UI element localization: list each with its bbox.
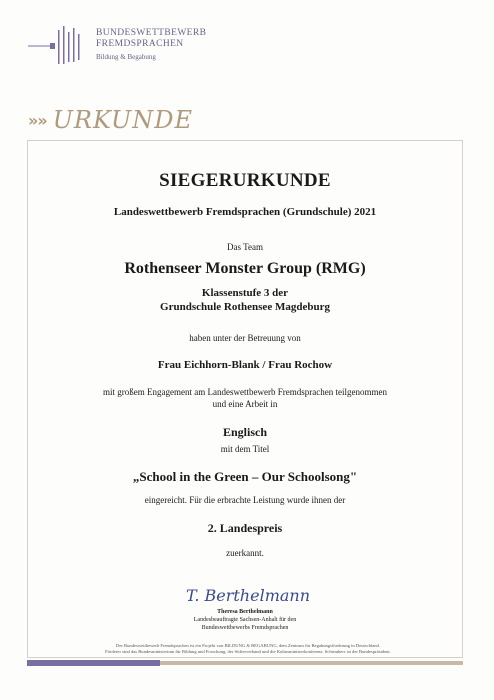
signature-script: T. Berthelmann <box>186 586 311 605</box>
signature <box>180 580 320 608</box>
engagement-line-1: mit großem Engagement am Landeswettbewerb Fremdsprachen teilgenommen <box>103 387 387 397</box>
signatory-role-1: Landesbeauftragte Sachsen-Anhalt für den <box>193 617 297 623</box>
logo-line-3: Bildung & Begabung <box>96 53 156 61</box>
language: Englisch <box>222 425 267 439</box>
guidance-text: haben unter der Betreuung von <box>189 333 301 343</box>
logo-bars-icon <box>28 22 86 66</box>
footer-line-1: Der Bundeswettbewerb Fremdsprachen ist ein Projekt von BILDUNG & BEGABUNG, dem Zentrum für Begabungsförderung in Deutschland. <box>116 643 380 648</box>
title-label: mit dem Titel <box>220 444 270 454</box>
footer-line-2: Förderer sind das Bundesministerium für Bildung und Forschung, der Stifterverband und die Kultusministerkonferenz. Schirmherr ist der Bundespräsident. <box>105 649 391 654</box>
competition-name: Landeswettbewerb Fremdsprachen (Grundschule) 2021 <box>113 206 377 218</box>
class-line: Klassenstufe 3 der <box>201 287 289 299</box>
school-line: Grundschule Rothensee Magdeburg <box>160 301 330 313</box>
signatory-name: Theresa Berthelmann <box>217 609 273 615</box>
logo-line-1: BUNDESWETTBEWERB <box>96 28 207 38</box>
urkunde-label: URKUNDE <box>52 106 194 134</box>
footer-bar-beige <box>160 661 463 665</box>
footer-note <box>38 643 458 655</box>
double-chevron-icon: » <box>28 110 36 130</box>
certificate-title: SIEGERURKUNDE <box>159 170 331 191</box>
logo-line-2: FREMDSPRACHEN <box>96 39 184 49</box>
signatory-role-2: Bundeswettbewerbs Fremdsprachen <box>201 625 289 631</box>
team-label: Das Team <box>227 242 263 252</box>
engagement-line-2: und eine Arbeit in <box>212 399 278 409</box>
submitted-text: eingereicht. Für die erbrachte Leistung wurde ihnen der <box>144 495 346 505</box>
work-title: „School in the Green – Our Schoolsong" <box>132 469 358 484</box>
awarded-text: zuerkannt. <box>226 548 264 558</box>
prize: 2. Landespreis <box>207 521 283 535</box>
urkunde-heading <box>28 106 193 134</box>
team-name: Rothenseer Monster Group (RMG) <box>124 260 366 277</box>
footer-bar-purple <box>27 660 160 666</box>
double-chevron-icon-2: » <box>37 110 45 130</box>
teachers-names: Frau Eichhorn-Blank / Frau Rochow <box>157 359 333 371</box>
